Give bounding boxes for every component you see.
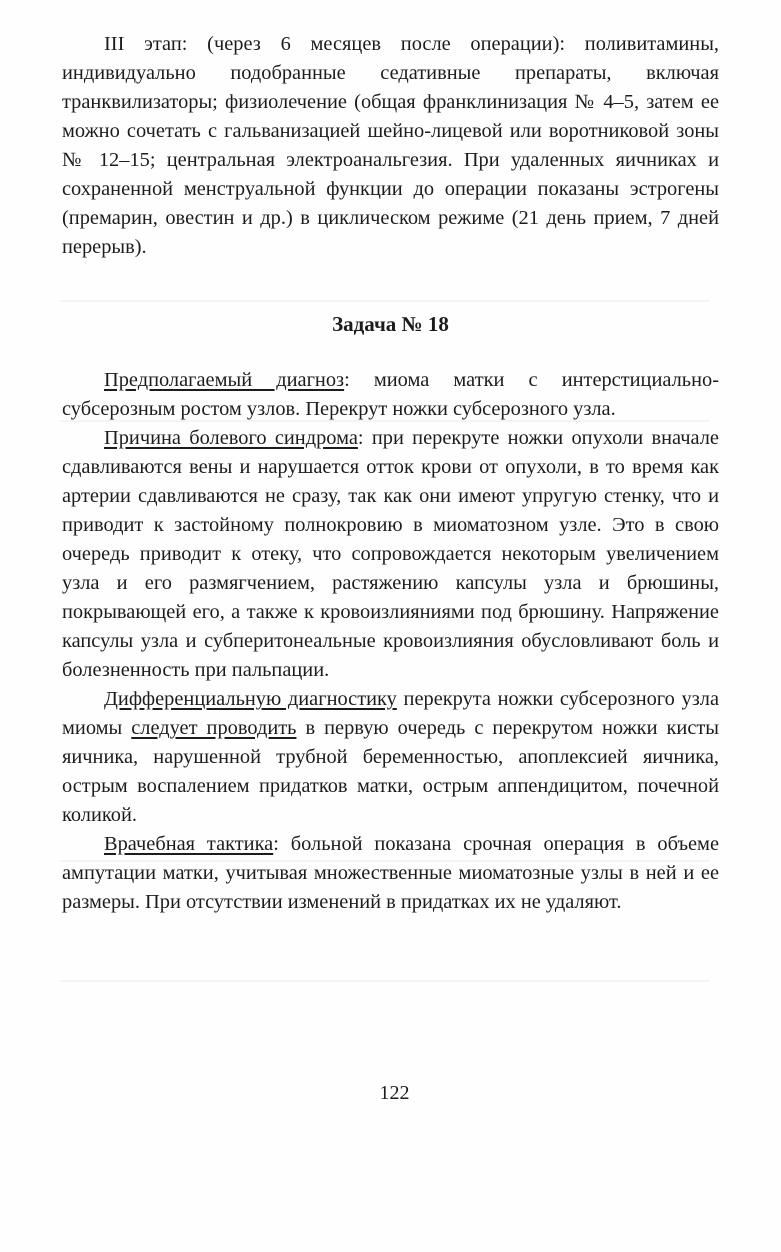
pain-cause-label: Причина болевого синдрома [104, 427, 358, 449]
differential-text-2: в первую очередь с перекрутом ножки кисты яичника, нарушенной трубной беременностью, апоплексией яичника, острым воспалением придатков матки, острым аппендицитом, почечной коликой. [62, 717, 720, 826]
differential-paragraph [62, 685, 719, 830]
task-body [62, 366, 719, 917]
pain-cause-text: : при перекруте ножки опухоли вначале сдавливаются вены и нарушается отток крови от опухоли, в то время как артерии сдавливаются не сразу, так как они имеют упругую стенку, что и приводит к застойному полнокровию в миоматозном узле. Это в свою очередь приводит к отеку, что сопровождается некоторым увеличением узла и его размягчением, растяжению капсулы узла и брюшины, покрывающей его, а также к кровоизлияниями под брюшину. Напряжение капсулы узла и субперитонеальные кровоизлияния обусловливают боль и болезненность при пальпации. [62, 427, 719, 681]
show-through-line [60, 300, 710, 302]
tactics-paragraph [62, 830, 719, 917]
pain-cause-paragraph [62, 424, 719, 685]
differential-text-1: перекрута ножки субсерозного узла миомы [62, 688, 719, 739]
differential-label-2: следует проводить [131, 717, 297, 739]
intro-section [62, 30, 719, 262]
tactics-label: Врачебная тактика [104, 833, 274, 855]
show-through-line [60, 980, 710, 982]
differential-label: Дифференциальную диагностику [104, 688, 397, 710]
diagnosis-text: : миома матки с интерстициально-субсерозным ростом узлов. Перекрут ножки субсерозного узла. [62, 369, 719, 420]
diagnosis-label: Предполагаемый диагноз [104, 369, 345, 391]
page-number: 122 [379, 1082, 410, 1104]
tactics-text: : больной показана срочная операция в объеме ампутации матки, учитывая множественные миоматозные узлы в ней и ее размеры. При отсутствии изменений в придатках их не удаляют. [62, 833, 719, 913]
intro-paragraph: III этап: (через 6 месяцев после операции): поливитамины, индивидуально подобранные седативные препараты, включая транквилизаторы; физиолечение (общая франклинизация № 4–5, затем ее можно сочетать с гальванизацией шейно-лицевой или воротниковой зоны № 12–15; центральная электроанальгезия. При удаленных яичниках и сохраненной менструальной функции до операции показаны эстрогены (премарин, овестин и др.) в циклическом режиме (21 день прием, 7 дней перерыв). [62, 33, 719, 258]
diagnosis-paragraph [62, 366, 719, 424]
task-heading: Задача № 18 [332, 312, 449, 336]
